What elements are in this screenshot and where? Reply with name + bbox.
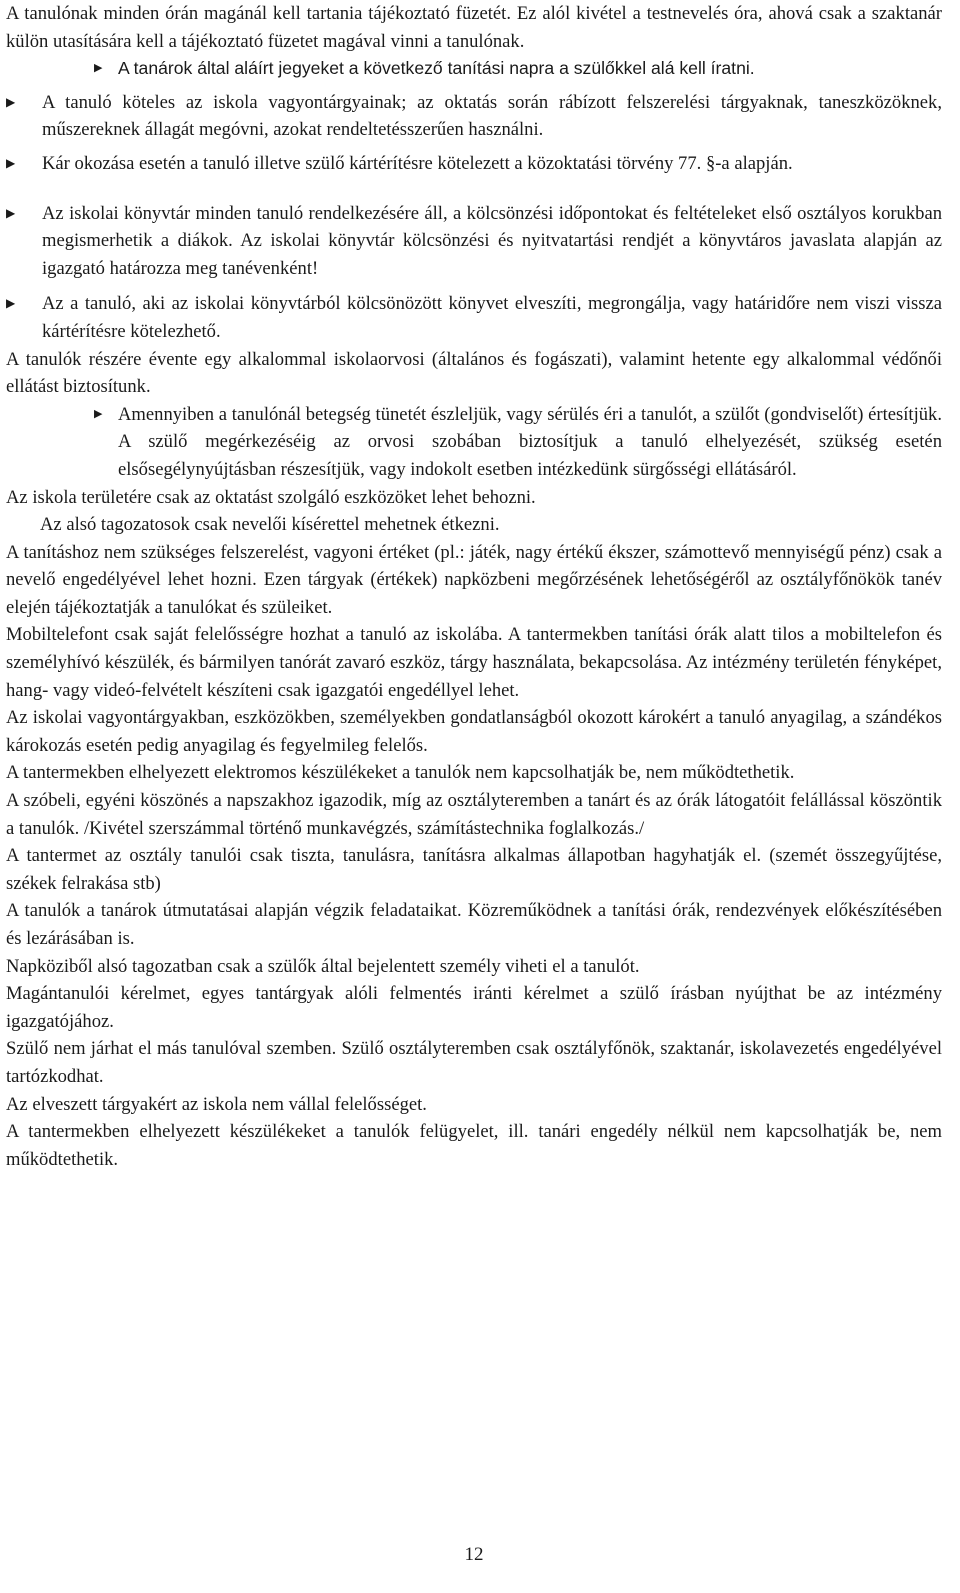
paragraph-devices-supervision: A tantermekben elhelyezett készülékeket a tanulók felügyelet, ill. tanári engedély nélkül nem kapcsolhatják be, nem működtethetik.: [6, 1121, 942, 1170]
bullet-text: Kár okozása esetén a tanuló illetve szülő kártérítésre kötelezett a közoktatási törvény 77. §-a alapján.: [42, 152, 793, 174]
paragraph-private-student: Magántanulói kérelmet, egyes tantárgyak alóli felmentés iránti kérelmet a szülő írásban nyújthat be az intézmény igazgatójához.: [6, 983, 942, 1032]
paragraph-valuables: A tanításhoz nem szükséges felszerelést, vagyoni értéket (pl.: játék, nagy értékű ékszer, számottevő mennyiségű pénz) csak a nevelő engedélyével lehet hozni. Ezen tárgyak (értékek) napközbeni megőrzésének lehetőségéről az osztályfőnökök tanév elején tájékoztatják a tanulókat és szüleiket.: [6, 541, 942, 618]
paragraph-lunch: Az alsó tagozatosok csak nevelői kísérettel mehetnek étkezni.: [40, 514, 500, 536]
bullet-text: A tanárok által aláírt jegyeket a következő tanítási napra a szülőkkel alá kell íratni.: [118, 58, 755, 79]
paragraph-parents: Szülő nem járhat el más tanulóval szemben. Szülő osztályteremben csak osztályfőnök, szaktanár, iskolavezetés engedélyével tartózkodhat.: [6, 1038, 942, 1087]
paragraph-school-doctor: A tanulók részére évente egy alkalommal iskolaorvosi (általános és fogászati), valamint hetente egy alkalommal védőnői ellátást biztosítunk.: [6, 348, 942, 398]
triangle-bullet-icon: ▶︎: [6, 296, 16, 311]
triangle-bullet-icon: ▶︎: [6, 155, 16, 170]
paragraph-info-booklet: A tanulónak minden órán magánál kell tartania tájékoztató füzetét. Ez alól kivétel a testnevelés óra, ahová csak a szaktanár külön utasítására kell a tájékoztató füzetet magával vinni a tanulónak.: [6, 3, 942, 52]
paragraph-classroom-clean: A tantermet az osztály tanulói csak tiszta, tanulásra, tanításra alkalmas állapotban hagyhatják el. (szemét összegyűjtése, székek felrakása stb): [6, 845, 942, 894]
arrow-bullet-icon: ▶︎: [94, 62, 103, 75]
paragraph-lost-items: Az elveszett tárgyakért az iskola nem vállal felelősséget.: [6, 1093, 427, 1115]
paragraph-teacher-guidance: A tanulók a tanárok útmutatásai alapján végzik feladataikat. Közreműködnek a tanítási órák, rendezvények előkészítésében és lezárásában is.: [6, 900, 942, 949]
bullet-item-grades: [6, 55, 942, 83]
page-number: 12: [464, 1544, 484, 1565]
paragraph-daycare: Napköziből alsó tagozatban csak a szülők által bejelentett személy viheti el a tanulót.: [6, 955, 640, 977]
bullet-item-illness: [6, 401, 942, 484]
bullet-text: Az a tanuló, aki az iskolai könyvtárból kölcsönözött könyvet elveszíti, megrongálja, vagy határidőre nem viszi vissza kártérítésre kötelezhető.: [42, 293, 942, 342]
paragraph-electric-devices: A tantermekben elhelyezett elektromos készülékeket a tanulók nem kapcsolhatják be, nem működtethetik.: [6, 762, 795, 784]
paragraph-mobile-phone: Mobiltelefont csak saját felelősségre hozhat a tanuló az iskolába. A tantermekben tanítási órák alatt tilos a mobiltelefon és személyhívó készülék, és bármilyen tanórát zavaró eszköz, tárgy használata, bekapcsolása. Az intézmény területén fényképet, hang- vagy videó-felvételt készíteni csak igazgatói engedéllyel lehet.: [6, 624, 942, 701]
bullet-item-library: [6, 200, 942, 283]
bullet-item-lost-book: [6, 290, 942, 345]
triangle-bullet-icon: ▶︎: [6, 205, 16, 220]
bullet-text: Az iskolai könyvtár minden tanuló rendelkezésére áll, a kölcsönzési időpontokat és feltételeket első osztályos korukban megismerhetik a diákok. Az iskolai könyvtár kölcsönzési és nyitvatartási rendjét a könyvtáros javaslata alapján az igazgató határozza meg tanévenként!: [42, 202, 942, 279]
paragraph-liability: Az iskolai vagyontárgyakban, eszközökben, személyekben gondatlanságból okozott károkért a tanuló anyagilag, a szándékos károkozás esetén pedig anyagilag és fegyelmileg felelős.: [6, 707, 942, 756]
bullet-text: A tanuló köteles az iskola vagyontárgyainak; az oktatás során rábízott felszerelési tárgyaknak, taneszközöknek, műszereknek állagát megóvni, azokat rendeltetésszerűen használni.: [42, 91, 942, 141]
paragraph-greeting: A szóbeli, egyéni köszönés a napszakhoz igazodik, míg az osztályteremben a tanárt és az órák látogatóit felállással köszöntik a tanulók. /Kivétel szerszámmal történő munkavégzés, számítástechnika foglalkozás./: [6, 790, 942, 839]
document-page: [6, 0, 942, 1173]
paragraph-tools: Az iskola területére csak az oktatást szolgáló eszközöket lehet behozni.: [6, 486, 536, 508]
bullet-text: Amennyiben a tanulónál betegség tünetét észleljük, vagy sérülés éri a tanulót, a szülőt (gondviselőt) értesítjük. A szülő megérkezéséig az orvosi szobában biztosítjuk a tanuló elhelyezését, szükség esetén elsősegélynyújtásban részesítjük, vagy indokolt esetben intézkedünk sürgősségi ellátásáról.: [118, 403, 942, 480]
triangle-bullet-icon: ▶︎: [6, 94, 16, 109]
bullet-item-damage: [6, 150, 942, 178]
arrow-bullet-icon: ▶︎: [94, 407, 103, 420]
bullet-item-property: [6, 89, 942, 144]
